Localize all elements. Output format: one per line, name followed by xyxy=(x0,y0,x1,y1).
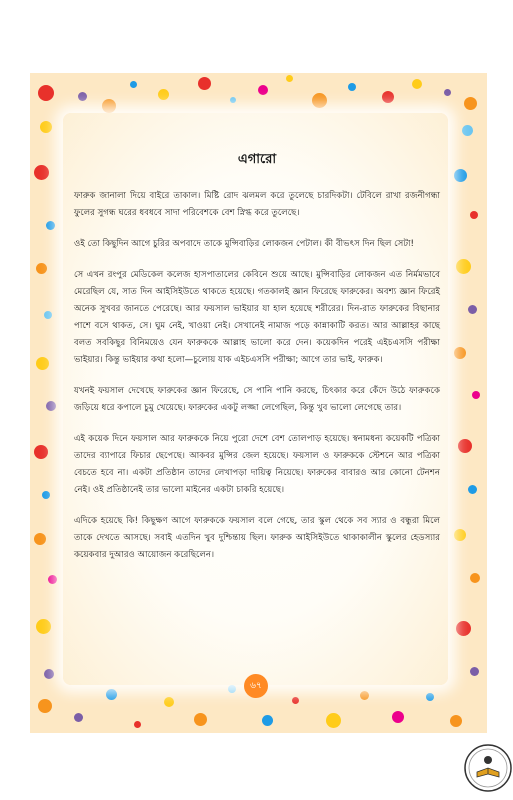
paragraph: যখনই ফয়সাল দেখেছে ফারুকের জ্ঞান ফিরেছে, সে পানি পানি করছে, চিৎকার করে কেঁদে উঠে ফারুককে জড়িয়ে ধরে কপালে চুমু খেয়েছে। ফারুকের একটু লজ্জা লেগেছিল, কিন্তু খুব ভালো লেগেছে তার। xyxy=(74,386,440,413)
confetti-dot xyxy=(130,81,137,88)
page-number: ৬৭ xyxy=(244,674,268,698)
confetti-dot xyxy=(48,575,57,584)
confetti-dot xyxy=(36,357,49,370)
confetti-dot xyxy=(392,711,404,723)
confetti-dot xyxy=(470,211,478,219)
confetti-dot xyxy=(456,621,471,636)
confetti-dot xyxy=(426,693,434,701)
confetti-dot xyxy=(230,97,236,103)
confetti-dot xyxy=(468,305,477,314)
paragraph: এই কয়েক দিনে ফয়সাল আর ফারুককে নিয়ে পুরো দেশে বেশ তোলপাড় হয়েছে। স্বনামধন্য কয়েকটি পত্রিকা তাদের ব্যাপারে ফিচার ছেপেছে। আকবর মুন্সির জেল হয়েছে। ফয়সাল ও ফারুককে স্টেশনে আর পত্রিকা বেচতে হবে না। একটা প্রতিষ্ঠান তাদের লেখাপড়া দায়িত্ব নিয়েছে। ফারুকের বাবারও আর কোনো টেনশন নেই। ওই প্রতিষ্ঠানেই তার ভালো মাইনের একটা চাকরি হয়েছে। xyxy=(74,434,440,495)
confetti-dot xyxy=(164,697,174,707)
confetti-dot xyxy=(454,169,467,182)
confetti-dot xyxy=(78,92,87,101)
paragraph: ফারুক জানালা দিয়ে বাইরে তাকাল। মিষ্টি রোদ ঝলমল করে তুলেছে চারদিকটা। টেবিলে রাখা রজনীগন্ধা ফুলের সুগন্ধ ঘরের ধবধবে সাদা পরিবেশকে বেশ স্নিগ্ধ করে তুলেছে। xyxy=(74,191,440,218)
paragraph: সে এখন রংপুর মেডিকেল কলেজ হাসপাতালের কেবিনে শুয়ে আছে। মুন্সিবাড়ির লোকজন এত নির্মমভাবে মেরেছিল যে, সাত দিন আইসিইউতে থাকতে হয়েছে। গতকালই জ্ঞান ফিরেছে ফারুকের। অবশ্য জ্ঞান ফিরেই অনেক সুখবর জানতে পেরেছে। আর ফয়সাল ভাইয়ার যা হাল হয়েছে শরীরের। দিন-রাত ফারুকের বিছানার পাশে বসে থাকত, সে। ঘুম নেই, খাওয়া নেই। সেখানেই নামাজ পড়ে কান্নাকাটি করত। আর আল্লাহর কাছে বলত সবকিছুর বিনিময়েও যেন ফারুককে আল্লাহ ভালো করে দেন। কয়েকদিন পরেই এইচএসসি পরীক্ষা ভাইয়ার। কিন্তু ভাইয়ার কথা হলো—চুলোয় যাক এইচএসসি পরীক্ষা; আগে তার ভাই, ফারুক। xyxy=(74,270,440,365)
confetti-dot xyxy=(34,533,46,545)
confetti-dot xyxy=(444,89,451,96)
chapter-content xyxy=(74,150,440,578)
confetti-dot xyxy=(458,439,472,453)
confetti-dot xyxy=(36,263,47,274)
confetti-dot xyxy=(134,721,141,728)
confetti-dot xyxy=(38,699,52,713)
confetti-dot xyxy=(454,347,466,359)
confetti-dot xyxy=(34,165,49,180)
confetti-dot xyxy=(44,311,52,319)
confetti-dot xyxy=(262,715,273,726)
confetti-dot xyxy=(158,89,169,100)
confetti-dot xyxy=(36,619,51,634)
confetti-dot xyxy=(286,75,293,82)
confetti-dot xyxy=(450,715,462,727)
confetti-dot xyxy=(44,669,54,679)
confetti-dot xyxy=(412,79,422,89)
confetti-dot xyxy=(454,529,466,541)
confetti-dot xyxy=(312,93,327,108)
confetti-dot xyxy=(462,125,473,136)
confetti-dot xyxy=(348,83,356,91)
confetti-dot xyxy=(464,97,477,110)
confetti-dot xyxy=(468,485,477,494)
confetti-dot xyxy=(258,85,268,95)
confetti-dot xyxy=(194,713,207,726)
confetti-dot xyxy=(42,491,50,499)
confetti-dot xyxy=(382,91,394,103)
confetti-dot xyxy=(470,667,479,676)
confetti-dot xyxy=(34,445,48,459)
confetti-dot xyxy=(40,121,52,133)
confetti-dot xyxy=(102,99,116,113)
confetti-dot xyxy=(46,401,56,411)
paragraph: এদিকে হয়েছে কি! কিছুক্ষণ আগে ফারুককে ফয়সাল বলে গেছে, তার স্কুল থেকে সব স্যার ও বন্ধুরা মিলে তাকে দেখতে আসছে। সবাই এতদিন খুব দুশ্চিন্তায় ছিল। ফারুক আইসিইউতে থাকাকালীন স্কুলের হেডস্যার কয়েকবার দুআরও আয়োজন করেছিলেন। xyxy=(74,516,440,560)
confetti-dot xyxy=(38,85,54,101)
confetti-dot xyxy=(74,713,83,722)
confetti-dot xyxy=(228,685,236,693)
confetti-dot xyxy=(326,713,341,728)
paragraph: ওই তো কিছুদিন আগে চুরির অপবাদে তাকে মুন্সিবাড়ির লোকজন পেটাল। কী বীভৎস দিন ছিল সেটা! xyxy=(74,239,414,249)
chapter-title: এগারো xyxy=(237,152,277,167)
confetti-dot xyxy=(198,77,211,90)
confetti-dot xyxy=(360,691,369,700)
book-reader-logo-icon xyxy=(463,743,513,793)
confetti-dot xyxy=(46,221,55,230)
confetti-dot xyxy=(470,573,480,583)
confetti-dot xyxy=(472,391,480,399)
confetti-dot xyxy=(292,697,299,704)
confetti-dot xyxy=(456,259,471,274)
confetti-dot xyxy=(106,689,117,700)
